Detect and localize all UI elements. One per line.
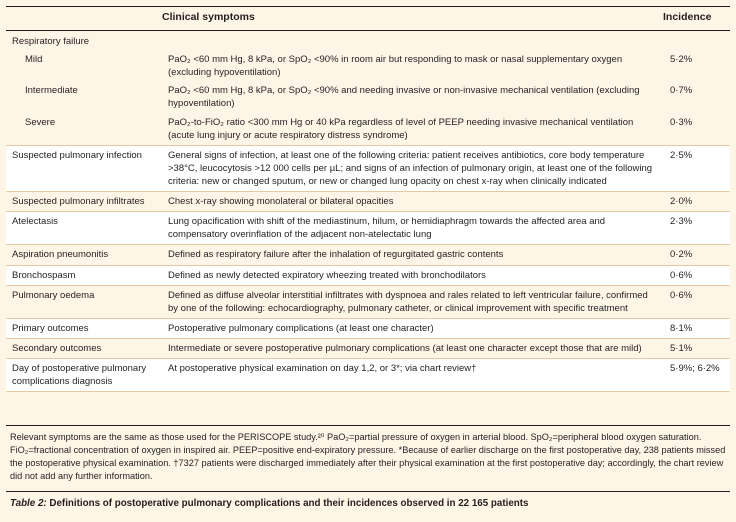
table-row	[6, 146, 730, 192]
table-row	[6, 286, 730, 319]
row-incidence: 0·2%	[670, 249, 693, 261]
row-label: Respiratory failure	[12, 36, 90, 47]
table-row	[6, 245, 730, 265]
row-incidence: 0·6%	[670, 269, 693, 281]
row-incidence: 5·2%	[670, 54, 693, 66]
row-symptoms: At postoperative physical examination on day 1,2, or 3*; via chart review†	[168, 363, 477, 375]
table-caption	[10, 497, 726, 511]
caption-rule	[6, 491, 730, 492]
row-label: Primary outcomes	[12, 322, 89, 334]
row-label: Mild	[25, 54, 43, 66]
row-label: Suspected pulmonary infiltrates	[12, 196, 145, 208]
row-label: Day of postoperative pulmonary complications diagnosis	[12, 363, 147, 388]
row-symptoms: Defined as diffuse alveolar interstitial infiltrates with dyspnoea and rales related to left ventricular failure, confirmed by one of the following: echocardiography, pulmonary catheter, or clinical improvement with specific treatment	[168, 289, 648, 314]
header-incidence: Incidence	[663, 11, 712, 23]
table-row	[6, 53, 730, 79]
top-rule	[6, 6, 730, 7]
row-symptoms: PaO₂ <60 mm Hg, 8 kPa, or SpO₂ <90% in room air but responding to mask or nasal supplementary oxygen (excluding hypoventilation)	[168, 54, 623, 79]
row-incidence: 0·6%	[670, 289, 693, 301]
header-clinical-symptoms: Clinical symptoms	[162, 11, 255, 23]
table-row	[6, 35, 730, 48]
row-symptoms: Lung opacification with shift of the mediastinum, hilum, or hemidiaphragm towards the affected area and compensatory overinflation of the adjacent non-atelectatic lung	[168, 216, 606, 241]
row-incidence: 0·3%	[670, 116, 693, 128]
row-incidence: 0·7%	[670, 85, 693, 97]
row-label: Severe	[25, 116, 56, 128]
row-symptoms: Chest x-ray showing monolateral or bilateral opacities	[168, 196, 394, 208]
table-row	[6, 359, 730, 392]
table-row	[6, 192, 730, 212]
table-row	[6, 339, 730, 359]
row-symptoms: PaO₂ <60 mm Hg, 8 kPa, or SpO₂ <90% and needing invasive or non-invasive mechanical ventilation (excluding hypoventilation)	[168, 85, 640, 110]
row-incidence: 2·3%	[670, 216, 693, 228]
table-row	[6, 116, 730, 142]
table-row	[6, 212, 730, 245]
table-row	[6, 319, 730, 339]
row-label: Secondary outcomes	[12, 342, 102, 354]
row-incidence: 5·1%	[670, 342, 693, 354]
row-label: Bronchospasm	[12, 269, 76, 281]
row-incidence: 8·1%	[670, 322, 693, 334]
row-label: Intermediate	[25, 85, 78, 97]
footnote-rule	[6, 425, 730, 426]
row-label: Suspected pulmonary infection	[12, 149, 142, 161]
row-symptoms: Postoperative pulmonary complications (at least one character)	[168, 322, 434, 334]
row-incidence: 2·0%	[670, 196, 693, 208]
row-incidence: 5·9%; 6·2%	[670, 363, 720, 375]
row-symptoms: General signs of infection, at least one of the following criteria: patient receives antibiotics, core body temperature >38°C, leucocytosis >12 000 cells per µL; and signs of an infection of pulmonary origin, at least one of the following criteria: new or changed sputum, or new or changed lung opacity on chest x-ray when clinically indicated	[168, 149, 653, 187]
table-row	[6, 266, 730, 286]
row-incidence: 2·5%	[670, 149, 693, 161]
row-label: Aspiration pneumonitis	[12, 249, 109, 261]
row-symptoms: Defined as respiratory failure after the inhalation of regurgitated gastric contents	[168, 249, 504, 261]
table-footnote: Relevant symptoms are the same as those used for the PERISCOPE study.²⁰ PaO₂=partial pressure of oxygen in arterial blood. SpO₂=peripheral blood oxygen saturation. FiO₂=fractional concentration of oxygen in inspired air. PEEP=positive end-expiratory pressure. *Because of earlier discharge on the first postoperative day, 238 patients missed the postoperative physical examination. †7327 patients were discharged immediately after their physical examination at the first postoperative day; accordingly, the chart review did not add any further information.	[10, 432, 726, 482]
header-rule	[6, 30, 730, 31]
table-row-group-respiratory-failure	[6, 32, 730, 146]
row-label: Atelectasis	[12, 216, 58, 228]
table-row	[6, 84, 730, 110]
row-symptoms: PaO₂-to-FiO₂ ratio <300 mm Hg or 40 kPa regardless of level of PEEP needing invasive mechanical ventilation (acute lung injury or acute respiratory distress syndrome)	[168, 116, 634, 141]
table-body	[6, 32, 730, 392]
caption-label: Table 2:	[10, 498, 47, 509]
row-symptoms: Defined as newly detected expiratory wheezing treated with bronchodilators	[168, 269, 486, 281]
row-symptoms: Intermediate or severe postoperative pulmonary complications (at least one character except those that are mild)	[168, 342, 642, 354]
row-label: Pulmonary oedema	[12, 289, 95, 301]
caption-text: Definitions of postoperative pulmonary complications and their incidences observed in 22 165 patients	[49, 498, 529, 509]
